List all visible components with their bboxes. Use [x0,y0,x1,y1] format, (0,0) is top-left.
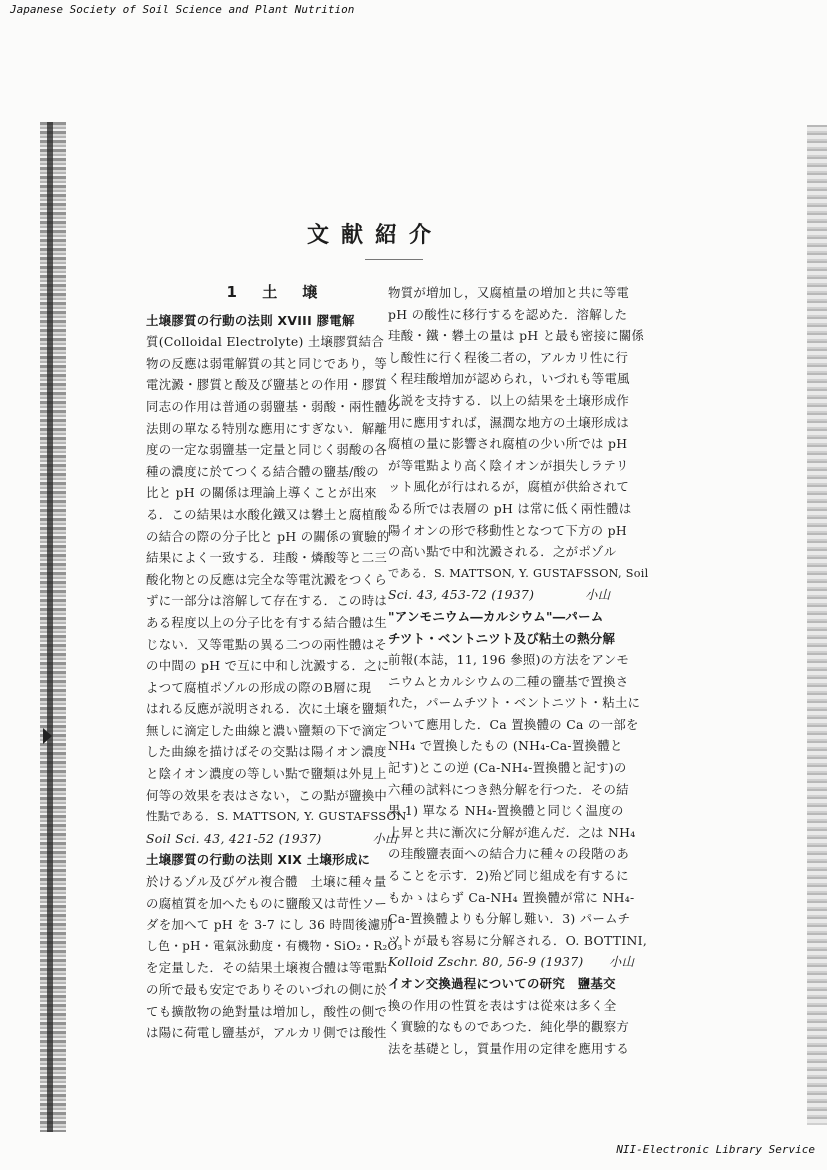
text-line: が等電點より高く陰イオンが損失しラテリ [388,457,629,473]
text-line: ット風化が行はれるが，腐植が供給されて [388,479,630,495]
page-title: 文献紹介 [306,223,443,248]
text-line: れた，パームチツト・ベントニツト・粘土に [388,695,641,711]
text-line: "アンモニウム―カルシウム"―パーム [388,608,604,624]
text-line: 土壌膠質の行動の法則 XVIII 膠電解 [146,312,355,328]
text-line: る．この結果は水酸化鐵又は礬土と腐植酸 [146,506,388,522]
text-line: 酸化物との反應は完全な等電沈澱をつくら [146,571,388,587]
text-line: 何等の效果を表はさない，この點が鹽換中 [146,787,388,803]
text-line: 結果によく一致する．珪酸・燐酸等と二三 [146,550,388,566]
text-line: NH₄ で置換したもの (NH₄-Ca-置換體と [388,738,623,754]
right-column [388,282,650,1059]
footer-banner: NII-Electronic Library Service [616,1143,815,1156]
text-line: の珪酸鹽表面への結合力に種々の段階のあ [388,846,630,862]
text-line: 電沈澱・膠質と酸及び鹽基との作用・膠質 [146,377,388,393]
header-banner: Japanese Society of Soil Science and Plant Nutrition [10,3,355,16]
scan-binding-edge-left [40,122,66,1132]
citation-line: Soil Sci. 43, 421-52 (1937) 小山 [146,830,398,846]
text-line: 珪酸・鐵・礬土の量は pH と最も密接に關係 [388,328,645,344]
text-line: チツト・ベントニツト及び粘土の熱分解 [388,630,616,646]
text-line: である．S. MATTSON, Y. GUSTAFSSON, Soil [388,566,649,580]
text-line: 無しに滴定した曲線と濃い鹽類の下で滴定 [146,722,388,738]
scan-edge-right [807,125,827,1125]
text-line: 物質が増加し，又腐植量の増加と共に等電 [388,285,630,300]
text-line: した曲線を描けばその交點は陽イオン濃度 [146,744,387,760]
text-line: 性點である．S. MATTSON, Y. GUSTAFSSON [146,809,407,824]
text-line: ニウムとカルシウムの二種の鹽基で置換さ [388,673,629,689]
text-line: Ca-置換體よりも分解し難い．3) パームチ [388,911,631,927]
text-line: 前報(本誌，11, 196 參照)の方法をアンモ [388,652,630,668]
text-line: く程珪酸増加が認められ，いづれも等電風 [388,371,630,387]
text-line: ゐる所では表層の pH は常に低く兩性體は [388,500,632,516]
text-line: 比と pH の關係は理論上導くことが出來 [146,485,377,501]
text-line: 果 1) 單なる NH₄-置換體と同じく温度の [388,803,624,819]
text-line: ずに一部分は溶解して存在する．この時は [146,593,388,609]
citation-line: Sci. 43, 453-72 (1937) 小山 [388,587,611,603]
margin-arrow-icon [43,728,52,744]
text-line: し酸性に行く程後二者の，アルカリ性に行 [388,349,629,365]
text-line: ツトが最も容易に分解される．O. BOTTINI, [388,932,648,948]
text-line: 法則の單なる特別な應用にすぎない．解離 [146,420,388,436]
text-line: 物の反應は弱電解質の其と同じであり，等 [146,355,388,371]
text-line: 同志の作用は普通の弱鹽基・弱酸・兩性體の [146,398,400,414]
citation-line: Kolloid Zschr. 80, 56-9 (1937) 小山 [388,954,635,970]
text-line: は陽に荷電し鹽基が，アルカリ側では酸性 [146,1025,387,1041]
text-line: 陽イオンの形で移動性となつて下方の pH [388,522,627,538]
text-line: ついて應用した．Ca 置換體の Ca の一部を [388,716,639,732]
text-line: 種の濃度に於てつくる結合體の鹽基/酸の [146,463,379,479]
text-line: はれる反應が説明される．次に土壌を鹽類 [146,701,388,717]
text-line: 腐植の量に影響され腐植の少い所では pH [388,436,628,452]
text-line: 換の作用の性質を表はすは從來は多く全 [388,997,617,1013]
text-line: の中間の pH で互に中和し沈澱する．之に [146,658,390,674]
text-line: ダを加へて pH を 3-7 にし 36 時間後濾別 [146,917,393,933]
text-line: 於けるゾル及びゲル複合體 土壌に種々量 [146,874,387,890]
scan-binding-shadow-left [47,122,53,1132]
text-line: の腐植質を加へたものに鹽酸又は苛性ソー [146,895,388,911]
text-line: 質(Colloidal Electrolyte) 土壌膠質結合 [146,334,385,350]
text-line: 記す)とこの逆 (Ca-NH₄-置換體と記す)の [388,760,627,776]
text-line: 六種の試料につき熱分解を行つた．その結 [388,781,629,797]
text-line: の高い點で中和沈澱される．之がポゾル [388,544,617,560]
text-line: イオン交換過程についての研究 鹽基交 [388,976,616,991]
text-line: 法を基礎とし，質量作用の定律を應用する [388,1040,630,1056]
text-line: の所で最も安定でありそのいづれの側に於 [146,982,388,997]
text-line: ある程度以上の分子比を有する結合體は生 [146,614,388,630]
text-line: じない．又等電點の異る二つの兩性體はそ [146,636,388,652]
text-line: 土壌膠質の行動の法則 XIX 土壌形成に [146,852,371,868]
text-line: 度の一定な弱鹽基一定量と同じく弱酸の各 [146,442,388,458]
text-line: 用に應用すれば，濕潤な地方の土壌形成は [388,414,630,430]
text-line: pH の酸性に移行するを認めた．溶解した [388,306,628,322]
text-line: よつて腐植ポゾルの形成の際のB層に現 [146,679,372,695]
text-line: く實驗的なものであつた．純化學的觀察方 [388,1019,630,1035]
title-underline [365,259,423,260]
text-line: 化説を支持する．以上の結果を土壌形成作 [388,392,630,408]
text-line: ることを示す．2)殆ど同じ組成を有するに [388,868,629,884]
text-line: 上昇と共に漸次に分解が進んだ．之は NH₄ [388,824,636,840]
text-line: の結合の際の分子比と pH の關係の實驗的 [146,528,390,544]
left-column [146,282,408,1044]
section-heading: 1 土 壌 [226,283,328,301]
text-line: ても擴散物の絶對量は増加し，酸性の側で [146,1003,388,1019]
text-line: もかゝはらず Ca-NH₄ 置換體が常に NH₄- [388,889,635,905]
text-line: し色・pH・電氣泳動度・有機物・SiO₂・R₂O₃ [146,938,403,953]
text-line: と陰イオン濃度の等しい點で鹽類は外見上 [146,766,387,782]
text-line: を定量した．その結果土壌複合體は等電點 [146,960,388,976]
